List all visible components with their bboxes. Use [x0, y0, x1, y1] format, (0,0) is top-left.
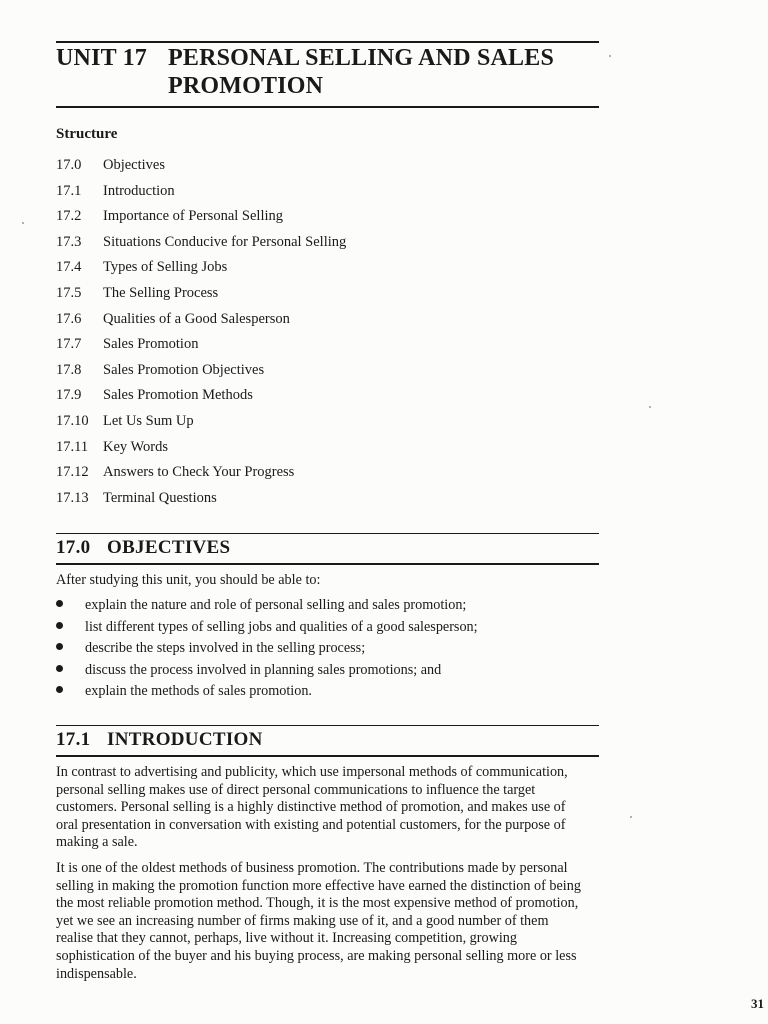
- toc-number: 17.10: [56, 412, 89, 429]
- toc-number: 17.4: [56, 259, 82, 276]
- toc-item: [56, 333, 346, 359]
- bullet-icon: [56, 622, 63, 629]
- toc-item: [56, 308, 346, 334]
- toc-item: [56, 461, 346, 487]
- scan-speck: [22, 222, 24, 224]
- section-number: 17.0: [56, 537, 91, 558]
- objective-text: list different types of selling jobs and qualities of a good salesperson;: [85, 618, 478, 635]
- scan-speck: [649, 406, 651, 408]
- toc-item: [56, 231, 346, 257]
- unit-number: UNIT 17: [56, 45, 147, 71]
- toc-number: 17.1: [56, 182, 82, 199]
- toc-label: The Selling Process: [103, 284, 219, 301]
- section-title: INTRODUCTION: [107, 729, 263, 750]
- toc-item: [56, 359, 346, 385]
- toc-number: 17.5: [56, 284, 82, 301]
- toc-label: Types of Selling Jobs: [103, 259, 228, 276]
- toc-item: [56, 180, 346, 206]
- toc-label: Let Us Sum Up: [103, 412, 194, 429]
- toc-label: Introduction: [103, 182, 175, 199]
- unit-title-line2: PROMOTION: [168, 73, 324, 99]
- toc-label: Key Words: [103, 438, 169, 455]
- objective-text: explain the methods of sales promotion.: [85, 683, 312, 700]
- toc-label: Importance of Personal Selling: [103, 208, 283, 225]
- scan-speck: [630, 816, 632, 818]
- toc-label: Terminal Questions: [103, 489, 217, 506]
- objectives-heading: [56, 537, 230, 559]
- toc-number: 17.8: [56, 361, 82, 378]
- section-title: OBJECTIVES: [107, 537, 231, 558]
- objectives-top-rule: [56, 533, 599, 534]
- objective-text: describe the steps involved in the selling process;: [85, 640, 366, 657]
- introduction-paragraph-2: It is one of the oldest methods of business promotion. The contributions made by personal selling in making the promotion function more effective have earned the distinction of being the most reliable promotion method. Though, it is the most expensive method of promotion, yet we see an increasing number of firms making use of it, and a good number of them realise that they cannot, perhaps, live without it. Increasing competition, growing sophistication of the buyer and his buying process, are making personal selling more or less indispensable.: [56, 860, 581, 982]
- toc-label: Qualities of a Good Salesperson: [103, 310, 290, 327]
- bullet-icon: [56, 665, 63, 672]
- unit-title-line1: PERSONAL SELLING AND SALES: [168, 45, 554, 71]
- toc-item: [56, 436, 346, 462]
- structure-list: [56, 154, 346, 512]
- objectives-bottom-rule: [56, 563, 599, 565]
- toc-item: [56, 256, 346, 282]
- title-bottom-rule: [56, 106, 599, 108]
- objective-text: discuss the process involved in planning sales promotions; and: [85, 661, 442, 678]
- toc-number: 17.7: [56, 336, 82, 353]
- page-number: 31: [751, 996, 764, 1011]
- toc-item: [56, 154, 346, 180]
- toc-label: Objectives: [103, 157, 166, 173]
- toc-number: 17.3: [56, 233, 82, 250]
- toc-label: Answers to Check Your Progress: [103, 464, 295, 481]
- introduction-paragraph-1: In contrast to advertising and publicity, which use impersonal methods of communication, personal selling makes use of direct personal communications to influence the target customers. Personal selling is a highly distinctive method of promotion, and makes use of oral presentation in conversation with existing and potential customers, for the purpose of making a sale.: [56, 764, 568, 851]
- toc-label: Sales Promotion Objectives: [103, 361, 265, 378]
- unit-title: [56, 44, 554, 100]
- toc-number: 17.0: [56, 157, 82, 173]
- scan-speck: [609, 55, 611, 57]
- toc-item: [56, 410, 346, 436]
- toc-item: [56, 205, 346, 231]
- toc-number: 17.12: [56, 464, 89, 481]
- introduction-top-rule: [56, 725, 599, 726]
- bullet-icon: [56, 600, 63, 607]
- toc-number: 17.13: [56, 489, 89, 506]
- toc-number: 17.2: [56, 208, 82, 225]
- objective-item: [56, 682, 478, 704]
- introduction-heading: [56, 729, 263, 751]
- toc-number: 17.6: [56, 310, 82, 327]
- bullet-icon: [56, 643, 63, 650]
- objective-item: [56, 661, 478, 683]
- bullet-icon: [56, 686, 63, 693]
- objectives-intro: After studying this unit, you should be able to:: [56, 572, 321, 588]
- toc-number: 17.11: [56, 438, 89, 455]
- toc-label: Sales Promotion: [103, 336, 199, 353]
- objectives-list: [56, 596, 478, 704]
- toc-item: [56, 282, 346, 308]
- toc-item: [56, 487, 346, 513]
- toc-item: [56, 384, 346, 410]
- toc-label: Sales Promotion Methods: [103, 387, 253, 404]
- toc-number: 17.9: [56, 387, 82, 404]
- introduction-bottom-rule: [56, 755, 599, 757]
- objective-item: [56, 596, 478, 618]
- toc-label: Situations Conducive for Personal Selling: [103, 233, 347, 250]
- objective-item: [56, 618, 478, 640]
- structure-heading: Structure: [56, 126, 118, 142]
- top-rule: [56, 41, 599, 43]
- objective-item: [56, 639, 478, 661]
- section-number: 17.1: [56, 729, 91, 750]
- objective-text: explain the nature and role of personal selling and sales promotion;: [85, 597, 467, 613]
